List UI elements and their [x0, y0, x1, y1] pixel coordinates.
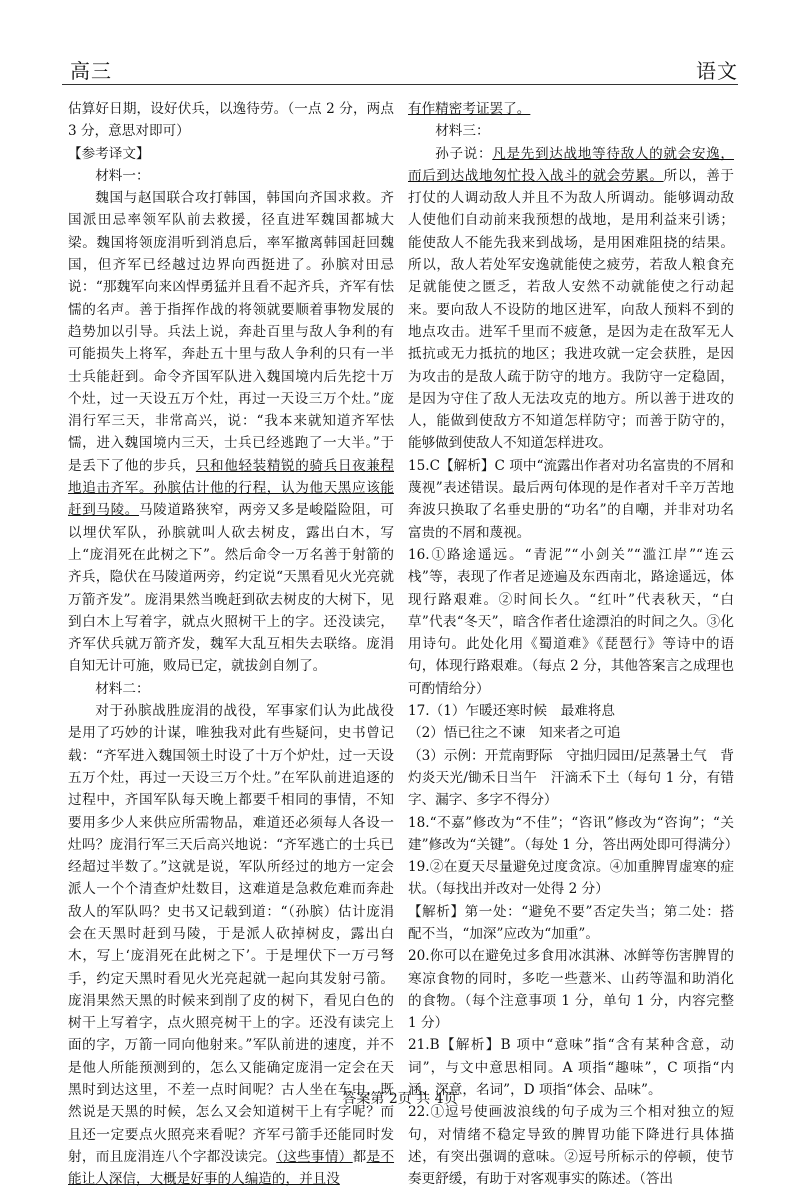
answer-17-1: 17.（1）乍暖还寒时候 最难将息 [408, 703, 615, 720]
material-3-rest: 所以，善于打仗的人调动敌人并且不为敌人所调动。能够调动敌人使他们自动前来我预想的战地，是用利益来引诱；能使敌人不能先我来到战场，是用困难阻挠的结果。所以，敌人若处军安逸就能使之疲劳，若敌人粮食充足就能使之匮乏，若敌人安然不动就能使之行动起来。要向敌人不设防的地区进军，向敌人预料不到的地点攻击。进军千里而不疲惫，是因为走在敌军无人抵抗或无力抵抗的地区；我进攻就一定会获胜，是因为攻击的是敌人疏于防守的地方。我防守一定稳固，是因为守住了敌人无法攻克的地方。所以善于进攻的人，能做到使敌方不知道怎样防守；而善于防守的，能够做到使敌人不知道怎样进攻。 [408, 167, 735, 452]
answer-15: 15.C【解析】C 项中“流露出作者对功名富贵的不屑和蔑视”表述错误。最后两句体现的是作者对千辛万苦地奔波只换取了名垂史册的“功名”的自嘲，并非对功名富贵的不屑和蔑视。 [408, 457, 734, 541]
material-2-underlined-paren: （这些事情） [276, 1148, 353, 1165]
answer-20: 20.你可以在避免过多食用冰淇淋、冰鲜等伤害脾胃的寒凉食物的同时，多吃一些薏米、山药等温和助消化的食物。（每个注意事项 1 分，单句 1 分，内容完整 1 分） [408, 948, 734, 1032]
material-1-text [68, 187, 394, 678]
answer-16: 16.①路途遥远。“青泥”“小剑关”“滥江岸”“连云栈”等，表现了作者足迹遍及东西南北，路途遥远，体现行路艰难。②时间长久。“红叶”代表秋天，“白草”代表“冬天”，暗含作者仕途漂泊的时间之久。③化用诗句。此处化用《蜀道难》《琵琶行》等诗中的语句，体现行路艰难。（每点 2 分，其他答案言之成理也可酌情给分） [408, 546, 734, 697]
answer-14-tail: 估算好日期，设好伏兵，以逸待劳。（一点 2 分，两点 3 分，意思对即可） [68, 101, 394, 140]
material-2-part-b: 都 [352, 1148, 367, 1165]
answer-19-analysis: 【解析】第一处：“避免不要”否定失当；第二处：搭配不当，“加深”应改为“加重”。 [408, 903, 734, 942]
answer-18: 18.“不嘉”修改为“不佳”；“咨讯”修改为“咨询”；“关建”修改为“关键”。（每处 1 分，答出两处即可得满分） [408, 814, 739, 853]
material-1-underlined: 只和他轻装精锐的骑兵日夜兼程地追击齐军。孙膑估计他的行程，认为他天黑应该能赶到马陵。 [68, 457, 395, 519]
answer-19: 19.②在夏天尽量避免过度贪凉。④加重脾胃虚寒的症状。（每找出并改对一处得 2 分） [408, 859, 734, 898]
answer-21: 21.B【解析】B 项中“意味”指“含有某种含意，动词”，与文中意思相同。A 项指“趣味”，C 项指“内涵、深意，名词”，D 项指“体会、品味”。 [408, 1037, 734, 1099]
reference-translation-title: 【参考译文】 [68, 145, 150, 162]
material-2-text [68, 700, 394, 1191]
material-1-part-a: 魏国与赵国联合攻打韩国，韩国向齐国求救。齐国派田忌率领军队前去救援，径直进军魏国都城大梁。魏国将领庞涓听到消息后，率军撤离韩国赶回魏国，但齐军已经越过边界向西挺进了。孙膑对田忌说：“那魏军向来凶悍勇猛并且看不起齐兵，齐军有怯懦的名声。善于指挥作战的将领就要顺着事物发展的趋势加以引导。兵法上说，奔赴百里与敌人争利的有可能损失上将军，奔赴五十里与敌人争利的只有一半士兵能赶到。命令齐国军队进入魏国境内后先挖十万个灶，过一天设五万个灶，再过一天设三万个灶。”庞涓行军三天，非常高兴，说：“我本来就知道齐军怯懦，进入魏国境内三天，士兵已经逃跑了一大半。”于是丢下了他的步兵， [68, 190, 394, 474]
material-3-text [408, 143, 734, 455]
material-2-underlined-tail: 是不能让人深信，大概是好事的人编造的，并且没 [68, 1148, 395, 1188]
material-3-lead: 孙子说： [435, 145, 493, 162]
page-footer: 答案第 2页 共 4页 [342, 1091, 458, 1107]
header-grade: 高三 [70, 59, 112, 83]
left-column [68, 98, 394, 1191]
material-3-underlined: 凡是先到达战地等待敌人的就会安逸，而后到达战地匆忙投入战斗的就会劳累。 [408, 145, 735, 184]
answer-22: 22.①逗号使画波浪线的句子成为三个相对独立的短句，对情绪不稳定导致的脾胃功能下降进行具体描述，有突出强调的意味。②逗号所标示的停顿，使节奏更舒缓，有助于对客观事实的陈述。（答出 [408, 1104, 734, 1188]
answer-17-3: （3）示例：开荒南野际 守拙归园田/足蒸暑土气 背灼炎天光/锄禾日当午 汗滴禾下土（每句 1 分，有错字、漏字、多字不得分） [408, 747, 734, 809]
header-rule [62, 84, 738, 85]
material-1-title: 材料一： [95, 167, 150, 184]
material-2-continuation-text: 有作精密考证罢了。 [408, 101, 531, 117]
material-2-continuation [408, 98, 734, 120]
answer-17-2: （2）悟已往之不谏 知来者之可追 [408, 725, 621, 742]
material-1-part-b: 马陵道路狭窄，两旁又多是峻隘险阻，可以埋伏军队，孙膑就叫人砍去树皮，露出白木，写上“庞涓死在此树之下”。然后命令一万名善于射箭的齐兵，隐伏在马陵道两旁，约定说“天黑看见火光亮就万箭齐发”。庞涓果然当晚赶到砍去树皮的大树下，见到白木上写着字，就点火照树干上的字。还没读完，齐军伏兵就万箭齐发，魏军大乱互相失去联络。庞涓自知无计可施，败局已定，就拔剑自刎了。 [68, 502, 395, 675]
material-3-title: 材料三： [435, 123, 490, 140]
right-column [408, 98, 739, 1191]
material-2-part-a: 对于孙膑战胜庞涓的战役，军事家们认为此战役是用了巧妙的计谋，唯独我对此有些疑问，史书曾记载：“齐军进入魏国领土时设了十万个炉灶，过一天设五万个灶，再过一天设三万个灶。”在军队前进追逐的过程中，齐国军队每天晚上都要千相同的事情，不知要用多少人来供应所需物品，难道还必须每人各设一灶吗？庞涓行军三天后高兴地说：“齐军逃亡的士兵已经超过半数了。”这就是说，军队所经过的地方一定会派人一个个清查炉灶数目，这难道是急救危难而奔赴敌人的军队吗？史书又记载到道：“（孙膑）估计庞涓会在天黑时赶到马陵，于是派人砍掉树皮，露出白木，写上‘庞涓死在此树之下’。于是埋伏下一万弓弩手，约定天黑时看见火光亮起就一起向其发射弓箭。庞涓果然天黑的时候来到削了皮的树下，看见白色的树干上写着字，点火照亮树干上的字。还没有读完上面的字，万箭一同向他射来。”军队前进的速度，并不是他人所能预测到的，怎么又能确定庞涓一定会在天黑时到达这里，不差一点时间呢？古人坐在车中，既然说是天黑的时候，怎么又会知道树干上有字呢？而且还一定要点火照亮来看呢？齐军弓箭手还能同时发射，而且庞涓连八个字都没读完。 [68, 703, 394, 1165]
header-subject: 语文 [696, 59, 738, 83]
material-2-title: 材料二： [95, 680, 150, 697]
